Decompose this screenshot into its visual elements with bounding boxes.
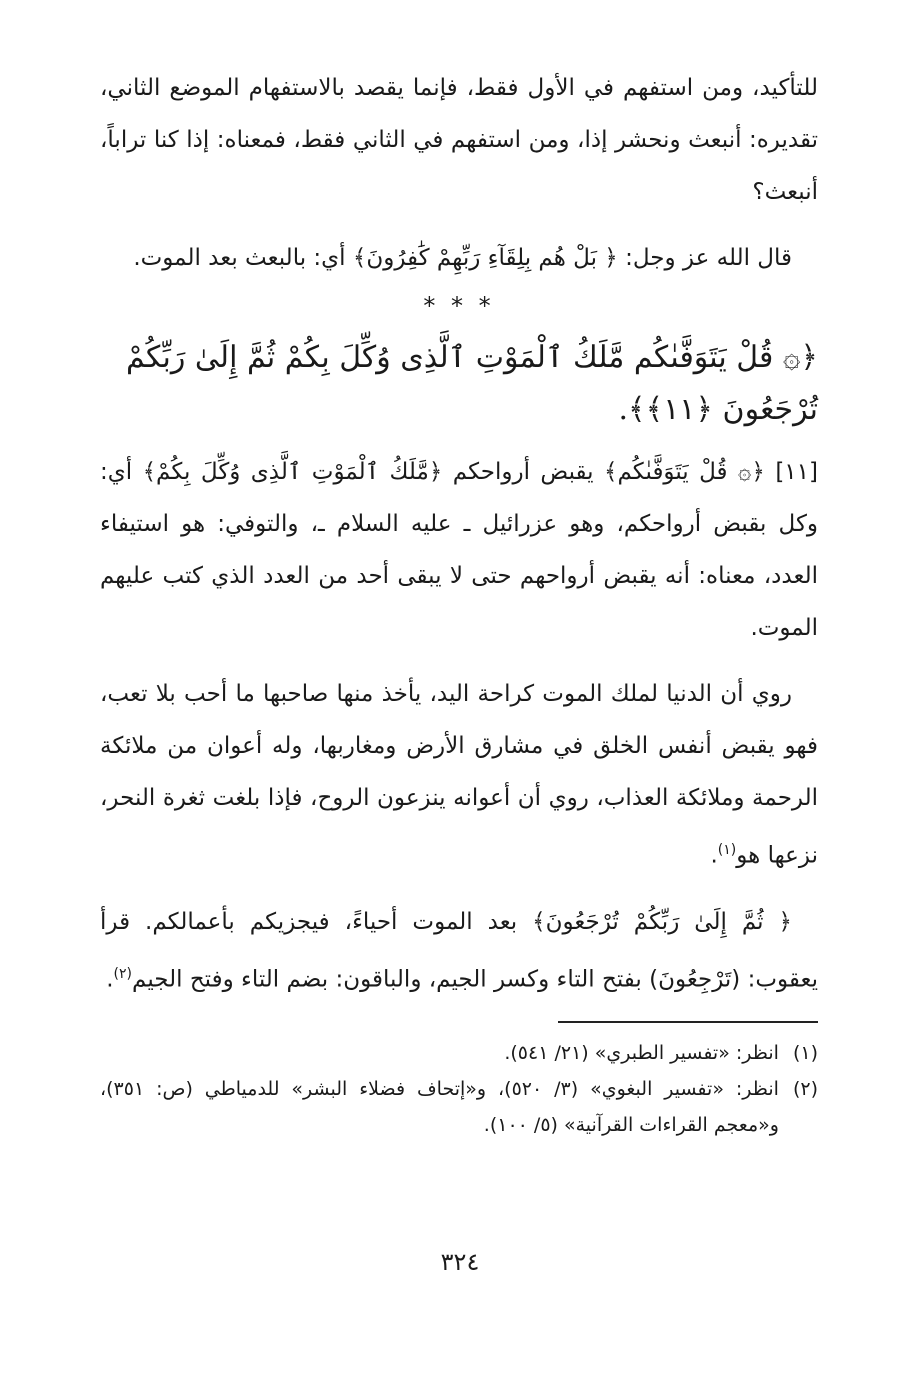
footnote-1-text: انظر: «تفسير الطبري» (٢١/ ٥٤١). — [504, 1042, 779, 1065]
footnote-ref-1[interactable]: (١) — [717, 842, 737, 858]
paragraph-5-end: . — [106, 966, 114, 993]
paragraph-5-text: ﴿ ثُمَّ إِلَىٰ رَبِّكُمْ تُرْجَعُونَ﴾ بعد الموت أحياءً، فيجزيكم بأعمالكم. قرأ يعقوب: (تَرْجِعُونَ) بفتح التاء وكسر الجيم، والباقون: بضم التاء وفتح الجيم — [100, 908, 818, 993]
footnote-ref-2[interactable]: (٢) — [113, 965, 133, 982]
footnote-1-number: (١) — [792, 1042, 818, 1065]
section-separator: * * * — [423, 292, 495, 320]
paragraph-5 — [100, 896, 818, 1006]
footnote-1 — [100, 1035, 818, 1071]
footnote-2-text: انظر: «تفسير البغوي» (٣/ ٥٢٠)، و«إتحاف فضلاء البشر» للدمياطي (ص: ٣٥١)، و«معجم القراءات القرآنية» (٥/ ١٠٠). — [100, 1078, 779, 1137]
paragraph-4 — [100, 668, 818, 882]
paragraph-4-text: روي أن الدنيا لملك الموت كراحة اليد، يأخذ منها صاحبها ما أحب بلا تعب، فهو يقبض أنفس الخلق في مشارق الأرض ومغاربها، وله أعوان من ملائكة الرحمة وملائكة العذاب، روي أن أعوانه ينزعون الروح، فإذا بلغت ثغرة النحر، نزعها هو — [100, 681, 818, 869]
paragraph-4-end: . — [710, 842, 718, 869]
page-content — [100, 62, 818, 1143]
footnote-divider — [558, 1021, 818, 1023]
paragraph-1: للتأكيد، ومن استفهم في الأول فقط، فإنما يقصد بالاستفهام الموضع الثاني، تقديره: أنبعث ونحشر إذا، ومن استفهم في الثاني فقط، فمعناه: إذا كنا تراباً، أنبعث؟ — [100, 75, 818, 205]
footnote-2 — [100, 1071, 818, 1143]
footnote-2-number: (٢) — [792, 1078, 818, 1101]
page-number: ٣٢٤ — [440, 1248, 480, 1276]
paragraph-2: قال الله عز وجل: ﴿ بَلْ هُم بِلِقَآءِ رَبِّهِمْ كَٰفِرُونَ﴾ أي: بالبعث بعد الموت. — [133, 245, 792, 271]
quran-verse: ﴿۞ قُلْ يَتَوَفَّىٰكُم مَّلَكُ ٱلْمَوْتِ ٱلَّذِى وُكِّلَ بِكُمْ ثُمَّ إِلَىٰ رَبِّكُمْ تُرْجَعُونَ ﴿١١﴾﴾. — [126, 340, 818, 427]
paragraph-3: [١١] ﴿۞ قُلْ يَتَوَفَّىٰكُم﴾ يقبض أرواحكم ﴿مَّلَكُ ٱلْمَوْتِ ٱلَّذِى وُكِّلَ بِكُمْ﴾ أي: وكل بقبض أرواحكم، وهو عزرائيل ـ عليه السلام ـ، والتوفي: هو استيفاء العدد، معناه: أنه يقبض أرواحهم حتى لا يبقى أحد من العدد الذي كتب عليهم الموت. — [100, 459, 818, 641]
